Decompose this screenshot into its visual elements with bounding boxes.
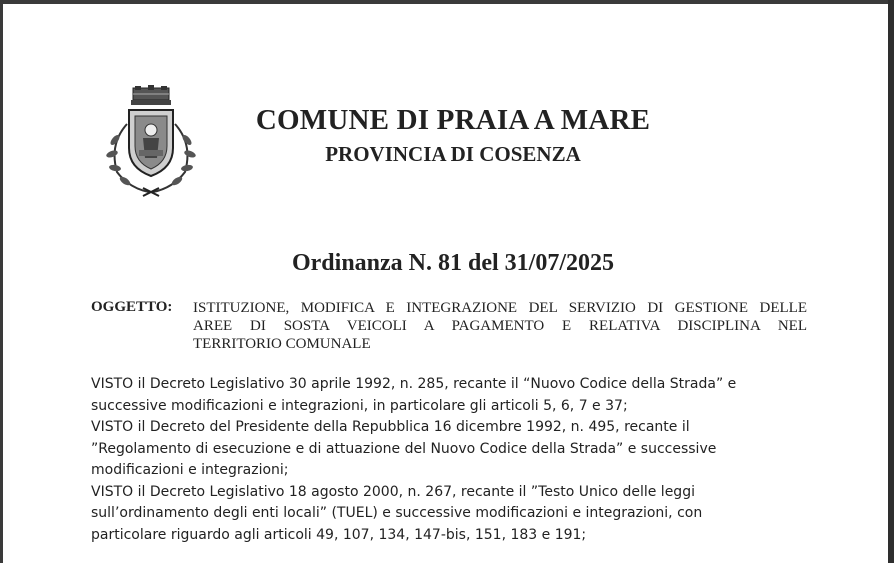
body-line: particolare riguardo agli articoli 49, 107, 134, 147-bis, 151, 183 e 191; bbox=[91, 526, 587, 543]
body-line: modificazioni e integrazioni; bbox=[91, 462, 289, 478]
subject-line: ISTITUZIONE, MODIFICA E INTEGRAZIONE DEL SERVIZIO DI GESTIONE DELLE bbox=[193, 300, 807, 316]
subject-text bbox=[193, 299, 807, 353]
body-line: VISTO il Decreto del Presidente della Repubblica 16 dicembre 1992, n. 495, recante il bbox=[91, 419, 690, 435]
province-subtitle: PROVINCIA DI COSENZA bbox=[325, 142, 581, 166]
body-line: VISTO il Decreto Legislativo 30 aprile 1992, n. 285, recante il “Nuovo Codice della Strada” e bbox=[91, 376, 737, 392]
municipality-title: COMUNE DI PRAIA A MARE bbox=[255, 104, 651, 136]
body-line: ”Regolamento di esecuzione e di attuazione del Nuovo Codice della Strada” e successive bbox=[91, 440, 717, 457]
page-edge-divider bbox=[888, 0, 894, 563]
body-line: successive modificazioni e integrazioni, in particolare gli articoli 5, 6, 7 e 37; bbox=[91, 397, 628, 414]
body-line: sull’ordinamento degli enti locali” (TUEL) e successive modificazioni e integrazioni, con bbox=[91, 505, 703, 521]
subject-line: AREE DI SOSTA VEICOLI A PAGAMENTO E RELATIVA DISCIPLINA NEL bbox=[193, 318, 807, 334]
body-line: VISTO il Decreto Legislativo 18 agosto 2000, n. 267, recante il ”Testo Unico delle leggi bbox=[91, 483, 695, 500]
ordinance-title: Ordinanza N. 81 del 31/07/2025 bbox=[291, 250, 615, 276]
document-page bbox=[3, 4, 889, 563]
municipal-crest-icon bbox=[99, 84, 203, 202]
subject-label: OGGETTO: bbox=[91, 299, 173, 315]
subject-line: TERRITORIO COMUNALE bbox=[193, 336, 371, 352]
document-body bbox=[91, 374, 791, 546]
